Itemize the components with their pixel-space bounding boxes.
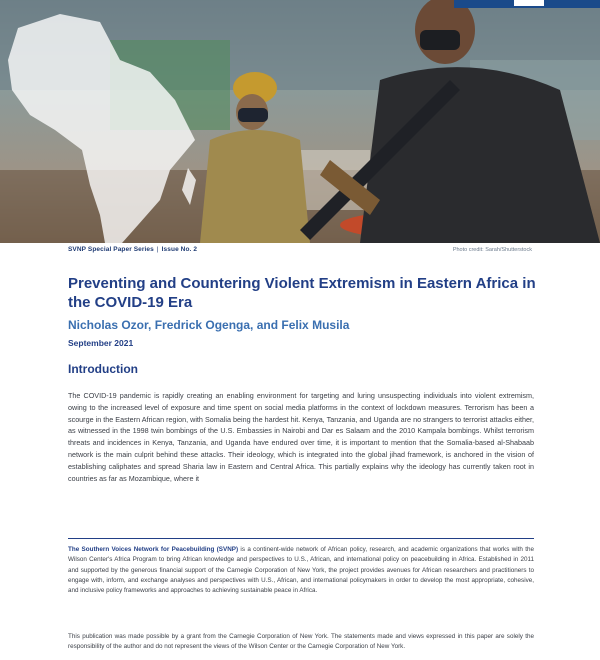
svnp-name: The Southern Voices Network for Peacebuilding (SVNP) (68, 546, 239, 553)
body-paragraph: The COVID-19 pandemic is rapidly creating an enabling environment for targeting and luring unsuspecting individuals into violent extremism, owing to the increased level of exposure and time spent on social media platforms in the context of lockdown measures. Terrorism has been a scourge in the Eastern African region, with Somalia being the hardest hit. Kenya, Tanzania, and Uganda are no strangers to terrorist attacks either, as witnessed in the 1998 twin bombings of the U.S. Embassies in Nairobi and Dar es Salaam and the 2010 Kampala bombings. Whilst terrorism threats and incidences in Kenya, Tanzania, and Uganda have endured over time, it is important to mention that the Somalia-based al-Shabaab network is the main culprit behind these attacks. Their ideology, which is integrated into the global jihad framework, is anchored in the vision of establishing caliphates and spread Sharia law in Eastern and Central Africa. This partially explains why the ideology has currently taken root in countries as far as Mozambique, where it (68, 391, 534, 483)
wilson-center-logo (454, 0, 600, 8)
publication-date: September 2021 (68, 338, 134, 348)
series-line (68, 246, 197, 253)
separator: | (156, 246, 159, 253)
cover-illustration (0, 0, 600, 243)
page-title: Preventing and Countering Violent Extremism in Eastern Africa in the COVID-19 Era (68, 275, 536, 311)
disclaimer: This publication was made possible by a grant from the Carnegie Corporation of New York. The statements made and views expressed in this paper are solely the responsibility of the author and do not represent the views of the Wilson Center or the Carnegie Corporation of New York. (68, 633, 534, 651)
section-heading: Introduction (68, 362, 138, 376)
issue-number: Issue No. 2 (161, 246, 198, 253)
divider (68, 538, 534, 539)
photo-credit: Photo credit: Sarah/Shutterstock (452, 247, 532, 253)
about-svnp (68, 545, 534, 596)
cover-photo (0, 0, 600, 243)
authors: Nicholas Ozor, Fredrick Ogenga, and Felix Musila (68, 318, 350, 332)
series-name: SVNP Special Paper Series (68, 246, 154, 253)
about-text: is a continent-wide network of African policy, research, and academic organizations that works with the Wilson Center's Africa Program to bring African knowledge and perspectives to U.S., African, and international policy on peacebuilding in Africa. Established in 2011 and supported by the generous financial support of the Carnegie Corporation of New York, the project provides avenues for African researchers and practitioners to engage with, inform, and exchange analyses and perspectives with U.S., African, and international policymakers in order to develop the most appropriate, cohesive, and inclusive policy frameworks and approaches to achieving sustainable peace in Africa. (68, 546, 534, 595)
